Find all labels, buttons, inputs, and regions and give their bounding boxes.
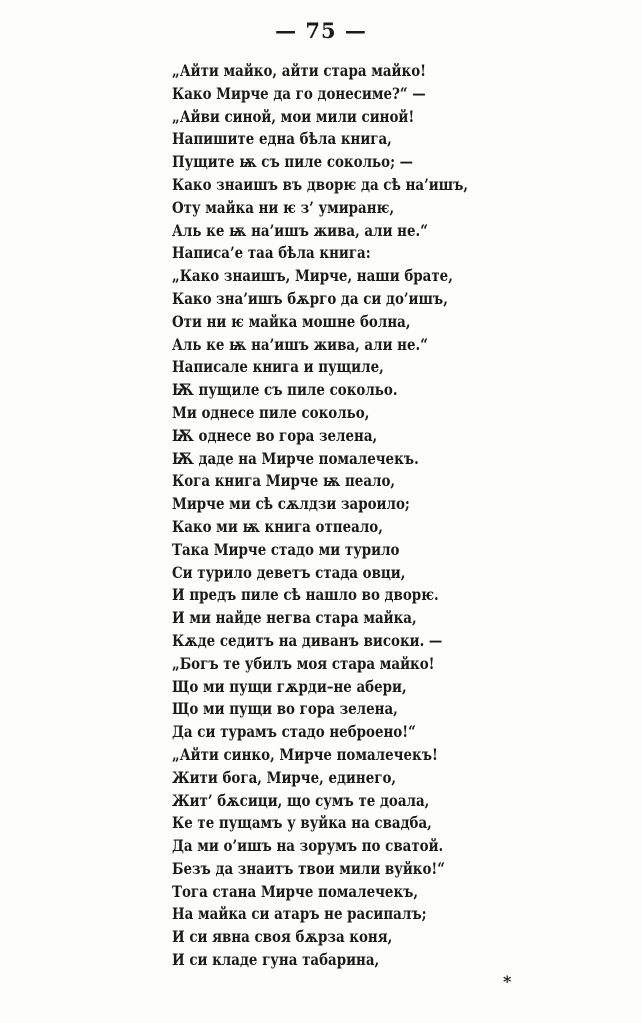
poem-line: Жити бога, Мирче, единего, [172, 767, 397, 787]
poem-line: „Богъ те убилъ моя стара майко! [172, 653, 435, 673]
poem-line: И си кладе гуна табарина, [172, 950, 380, 970]
poem-line: И предъ пиле сѣ нашло во дворѥ. [172, 585, 439, 605]
poem-line: И ми найде негва стара майка, [172, 608, 417, 628]
poem-line: Що ми пущи гѫрди–не абери, [172, 676, 407, 696]
poem-line: „Како знаишъ, Мирче, наши брате, [172, 266, 453, 286]
poem-line: И си явна своя бѫрза коня, [172, 927, 393, 947]
poem-line: Тога стана Мирче помалечекъ, [172, 881, 419, 901]
poem-line: Що ми пущи во гора зелена, [172, 699, 398, 719]
poem-line: Ми однесе пиле сокольо, [172, 402, 370, 422]
poem-line: Оту майка ни ѥ з’ умиранѥ, [172, 197, 395, 217]
poem-line: Си турило деветъ стада овци, [172, 562, 406, 582]
poem-line: „Айти майко, айти стара майко! [172, 61, 427, 80]
poem-line: Ѭ даде на Мирче помалечекъ. [172, 448, 419, 468]
poem-line: Кѫде седитъ на диванъ високи. — [172, 630, 443, 650]
poem-line: Оти ни ѥ майка мошне болна, [172, 311, 411, 331]
poem-line: Како знаишъ въ дворѥ да сѣ на’ишъ, [172, 174, 469, 194]
poem-line: Како Мирче да го донесиме?“ — [172, 83, 426, 103]
poem-line: Аль ке ѭ на’ишъ жива, али не.“ [172, 220, 428, 240]
poem-line: Да си турамъ стадо неброено!“ [172, 722, 416, 742]
poem-line: Написа’е таа бѣла книга: [172, 243, 371, 263]
poem-line: На майка си атаръ не расипалъ; [172, 904, 427, 924]
signature-mark: * [503, 972, 512, 991]
poem-line: Како зна’ишъ бѫрго да си до’ишъ, [172, 288, 448, 308]
poem-line: Ке те пущамъ у вуйка на свадба, [172, 813, 432, 833]
poem-line: Безъ да знаитъ твои мили вуйко!“ [172, 858, 446, 878]
poem-line: Мирче ми сѣ сѫлдзи зароило; [172, 494, 410, 514]
poem-line: Кога книга Мирче ѭ пеало, [172, 471, 396, 491]
poem-line: Ѭ однесе во гора зелена, [172, 425, 378, 445]
poem-line: „Айви синой, мои мили синой! [172, 106, 415, 126]
poem-line: Аль ке ѭ на’ишъ жива, али не.“ [172, 334, 428, 354]
poem-text [172, 60, 612, 972]
poem-line: Напишите една бѣла книга, [172, 129, 392, 149]
poem-line: Жит’ бѫсици, що сумъ те доала, [172, 790, 430, 810]
poem-line: Написале книга и пущиле, [172, 357, 384, 377]
poem-line: Ѭ пущиле съ пиле сокольо. [172, 380, 398, 400]
poem-line: „Айти синко, Мирче помалечекъ! [172, 744, 438, 764]
poem-line: Така Мирче стадо ми турило [172, 539, 400, 559]
page-number: — 75 — [275, 18, 367, 43]
poem-line: Како ми ѭ книга отпеало, [172, 516, 383, 536]
poem-line: Пущите ѭ съ пиле сокольо; — [172, 152, 414, 172]
poem-line: Да ми о’ишъ на зорумъ по сватой. [172, 836, 444, 856]
